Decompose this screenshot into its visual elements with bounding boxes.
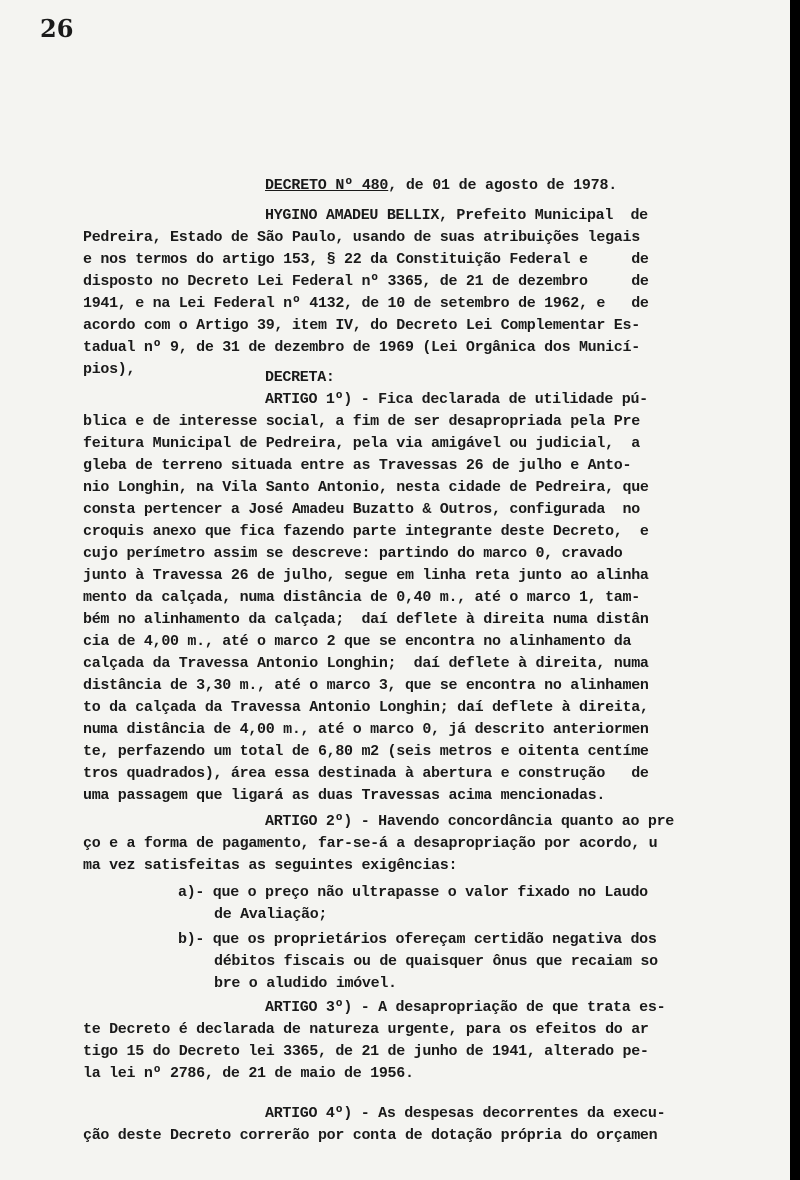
text-line: numa distância de 4,00 m., até o marco 0, já descrito anteriormen xyxy=(83,721,649,738)
text-line: tigo 15 do Decreto lei 3365, de 21 de junho de 1941, alterado pe- xyxy=(83,1043,649,1060)
text-line: nio Longhin, na Vila Santo Antonio, nesta cidade de Pedreira, que xyxy=(83,479,649,496)
requirement-a: a)- que o preço não ultrapasse o valor fixado no Laudo xyxy=(178,884,648,901)
page-number: 26 xyxy=(40,14,74,43)
text-line: tadual nº 9, de 31 de dezembro de 1969 (Lei Orgânica dos Municí- xyxy=(83,339,640,356)
text-line: ARTIGO 2º) - Havendo concordância quanto ao pre xyxy=(265,813,674,830)
text-line: te, perfazendo um total de 6,80 m2 (seis metros e oitenta centíme xyxy=(83,743,649,760)
text-line: calçada da Travessa Antonio Longhin; daí deflete à direita, numa xyxy=(83,655,649,672)
scan-edge xyxy=(790,0,800,1180)
text-line: ARTIGO 1º) - Fica declarada de utilidade pú- xyxy=(265,391,648,408)
text-line: feitura Municipal de Pedreira, pela via amigável ou judicial, a xyxy=(83,435,640,452)
text-line: junto à Travessa 26 de julho, segue em linha reta junto ao alinha xyxy=(83,567,649,584)
text-line: ço e a forma de pagamento, far-se-á a desapropriação por acordo, u xyxy=(83,835,658,852)
text-line: croquis anexo que fica fazendo parte integrante deste Decreto, e xyxy=(83,523,649,540)
text-line: te Decreto é declarada de natureza urgente, para os efeitos do ar xyxy=(83,1021,649,1038)
text-line: mento da calçada, numa distância de 0,40 m., até o marco 1, tam- xyxy=(83,589,640,606)
text-line: bre o aludido imóvel. xyxy=(214,975,397,992)
text-line: cia de 4,00 m., até o marco 2 que se encontra no alinhamento da xyxy=(83,633,632,650)
text-line: gleba de terreno situada entre as Travessas 26 de julho e Anto- xyxy=(83,457,632,474)
text-line: uma passagem que ligará as duas Travessas acima mencionadas. xyxy=(83,787,606,804)
text-line: Pedreira, Estado de São Paulo, usando de suas atribuições legais xyxy=(83,229,640,246)
text-line: distância de 3,30 m., até o marco 3, que se encontra no alinhamen xyxy=(83,677,649,694)
requirement-b: b)- que os proprietários ofereçam certidão negativa dos xyxy=(178,931,657,948)
text-line: la lei nº 2786, de 21 de maio de 1956. xyxy=(83,1065,414,1082)
text-line: ção deste Decreto correrão por conta de dotação própria do orçamen xyxy=(83,1127,658,1144)
text-line: pios), xyxy=(83,361,136,378)
decree-date: , de 01 de agosto de 1978. xyxy=(388,177,618,194)
text-line: HYGINO AMADEU BELLIX, Prefeito Municipal de xyxy=(265,207,648,224)
text-line: disposto no Decreto Lei Federal nº 3365, de 21 de dezembro de xyxy=(83,273,649,290)
decree-number: DECRETO Nº 480 xyxy=(265,177,389,194)
text-line: débitos fiscais ou de quaisquer ônus que recaiam so xyxy=(214,953,658,970)
text-line: to da calçada da Travessa Antonio Longhin; daí deflete à direita, xyxy=(83,699,649,716)
text-line: e nos termos do artigo 153, § 22 da Constituição Federal e de xyxy=(83,251,649,268)
text-line: acordo com o Artigo 39, item IV, do Decreto Lei Complementar Es- xyxy=(83,317,640,334)
text-line: consta pertencer a José Amadeu Buzatto & Outros, configurada no xyxy=(83,501,640,518)
text-line: ARTIGO 4º) - As despesas decorrentes da execu- xyxy=(265,1105,666,1122)
decreta-heading: DECRETA: xyxy=(265,369,335,386)
text-line: cujo perímetro assim se descreve: partindo do marco 0, cravado xyxy=(83,545,623,562)
text-line: tros quadrados), área essa destinada à abertura e construção de xyxy=(83,765,649,782)
text-line: blica e de interesse social, a fim de ser desapropriada pela Pre xyxy=(83,413,640,430)
text-line: bém no alinhamento da calçada; daí deflete à direita numa distân xyxy=(83,611,649,628)
text-line: ma vez satisfeitas as seguintes exigências: xyxy=(83,857,458,874)
text-line: ARTIGO 3º) - A desapropriação de que trata es- xyxy=(265,999,666,1016)
decree-title xyxy=(265,177,617,194)
text-line: 1941, e na Lei Federal nº 4132, de 10 de setembro de 1962, e de xyxy=(83,295,649,312)
text-line: de Avaliação; xyxy=(214,906,328,923)
